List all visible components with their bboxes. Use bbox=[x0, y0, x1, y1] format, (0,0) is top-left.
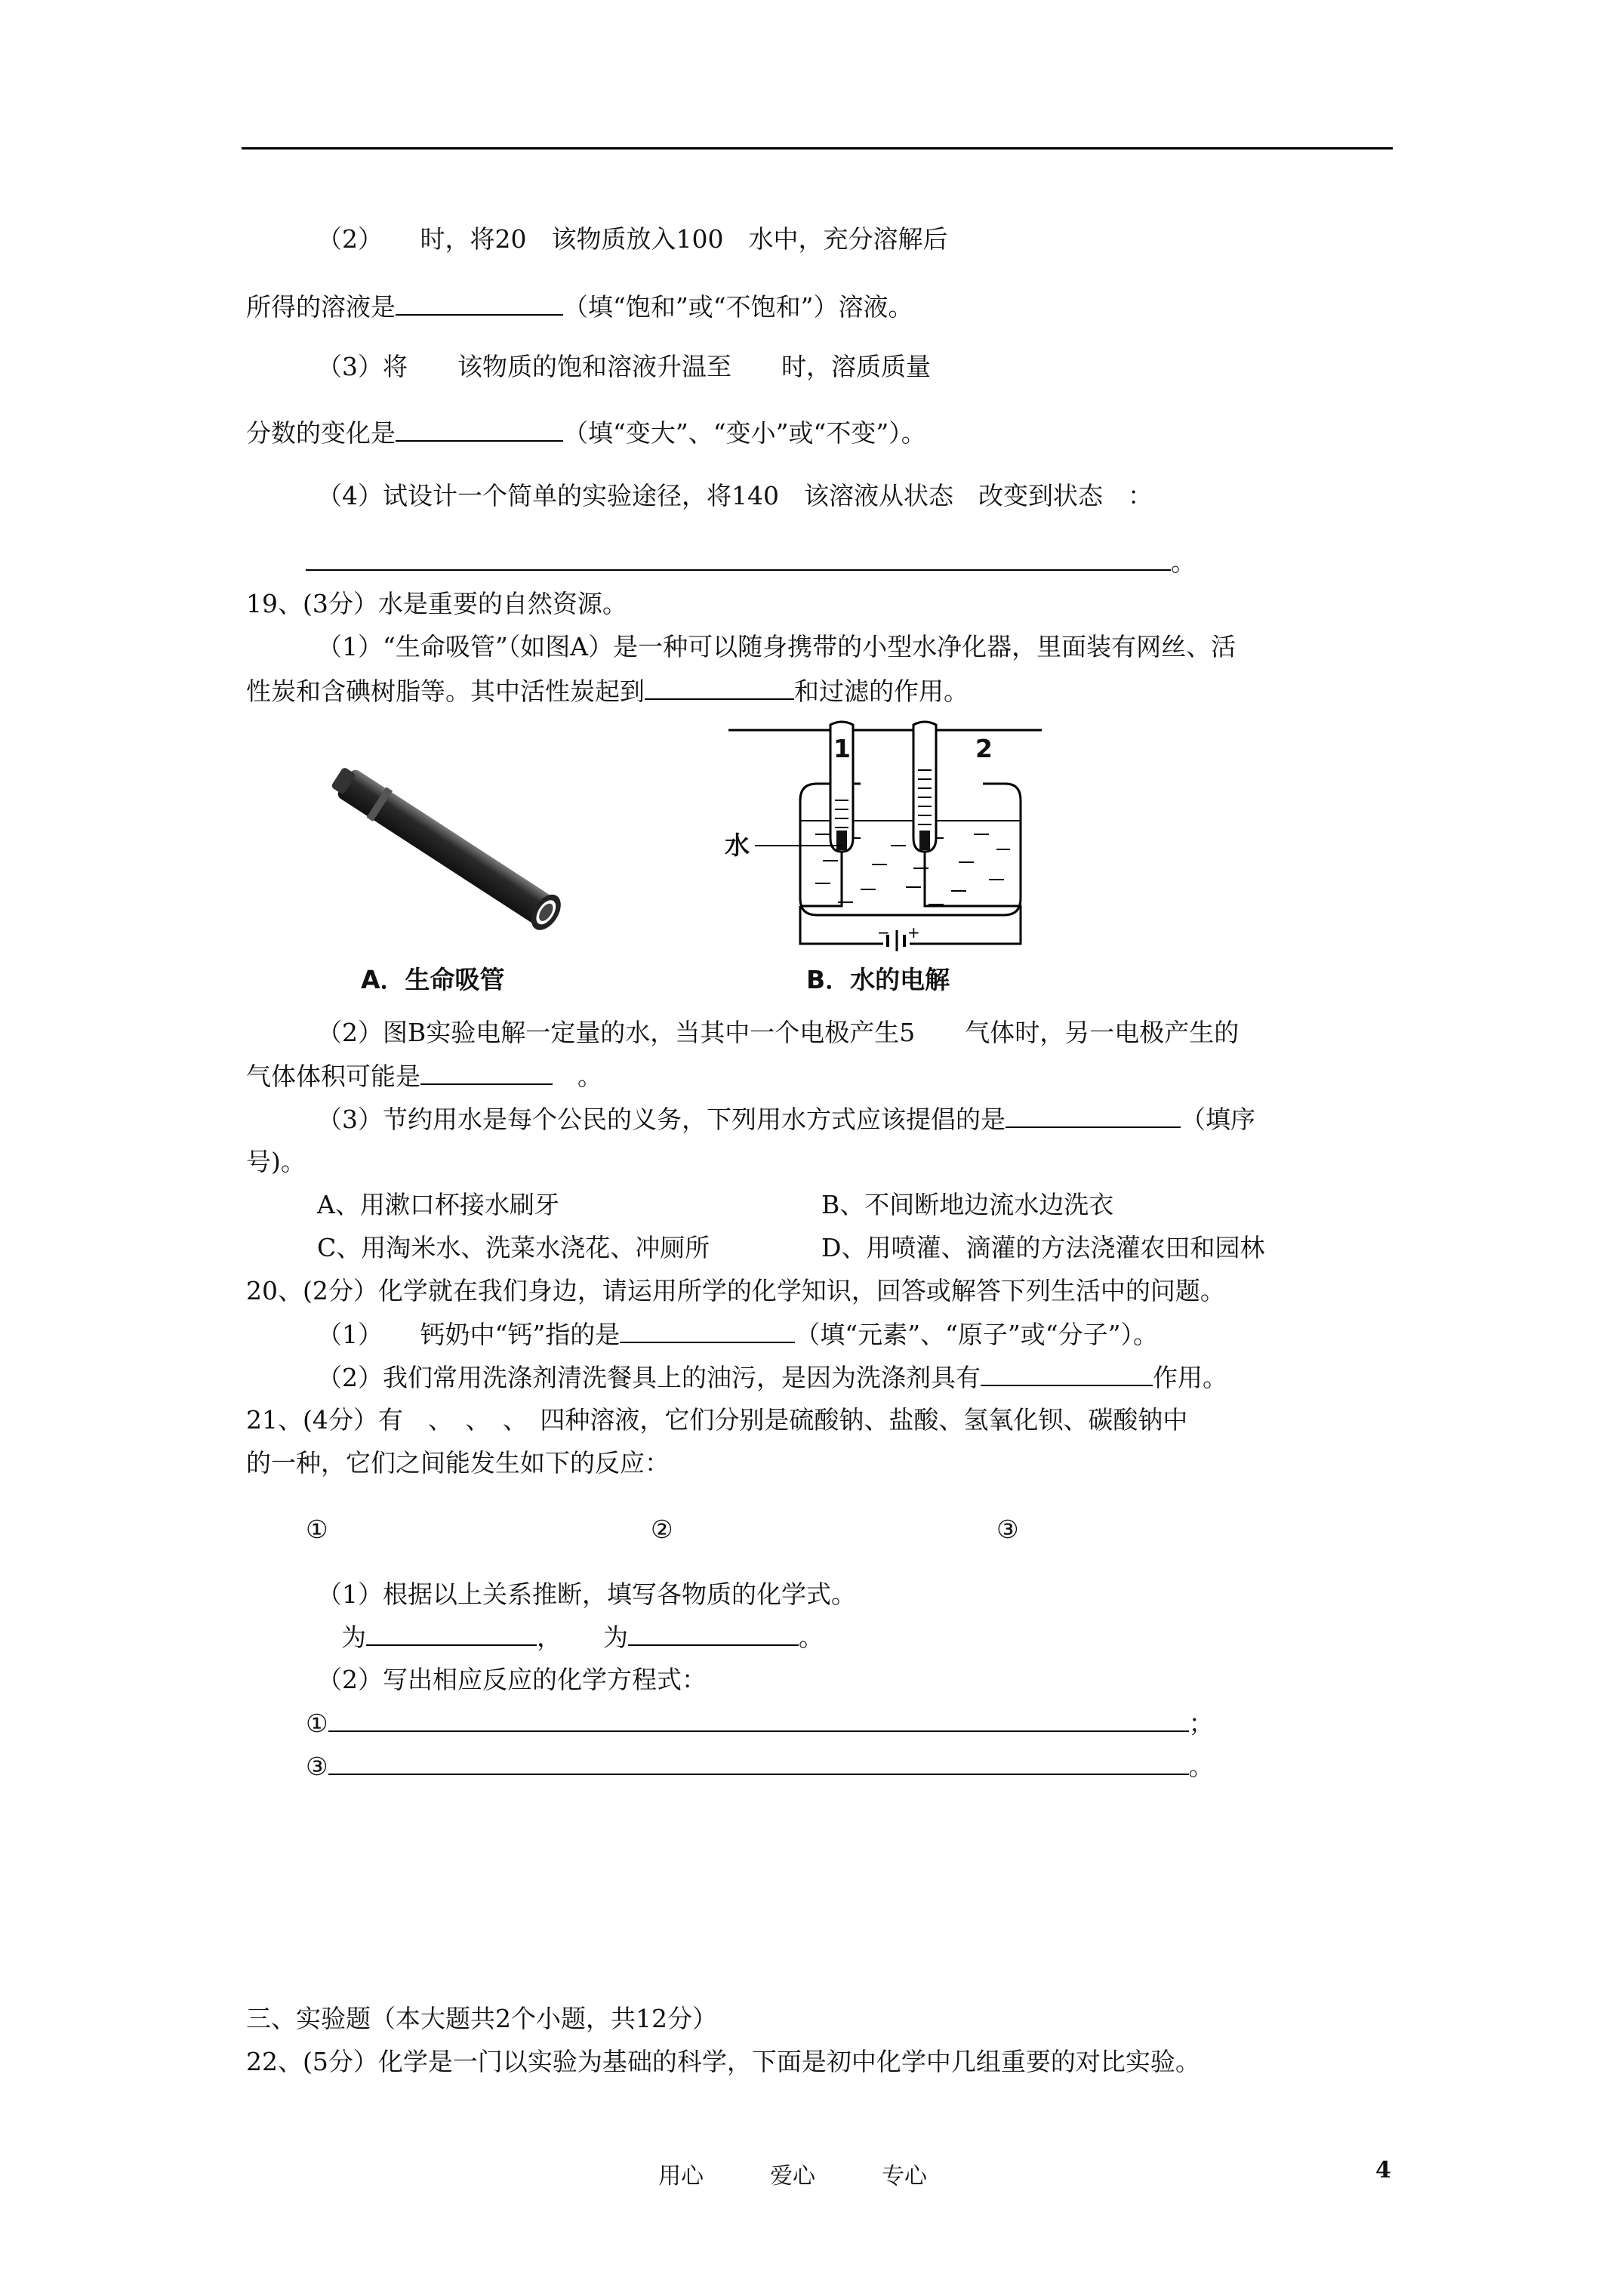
answer-blank[interactable] bbox=[981, 1362, 1153, 1386]
q18-part3-line2 bbox=[246, 418, 926, 448]
q20-part2-text-b: 作用。 bbox=[1153, 1363, 1227, 1392]
q18-part2-line1: （2） 时，将20 该物质放入100 水中，充分溶解后 bbox=[317, 224, 948, 254]
answer-blank[interactable] bbox=[645, 676, 794, 700]
q19-part3-text-a: （3）节约用水是每个公民的义务，下列用水方式应该提倡的是 bbox=[317, 1105, 1006, 1134]
answer-blank[interactable] bbox=[328, 1751, 1189, 1775]
q19-title: 19、(3分）水是重要的自然资源。 bbox=[246, 589, 627, 618]
q22-title: 22、(5分）化学是一门以实验为基础的科学，下面是初中化学中几组重要的对比实验。 bbox=[246, 2047, 1200, 2076]
q20-title: 20、(2分）化学就在我们身边，请运用所学的化学知识，回答或解答下列生活中的问题。 bbox=[246, 1276, 1225, 1305]
figure-b-electrolysis bbox=[710, 717, 1057, 951]
answer-blank[interactable] bbox=[628, 1622, 799, 1646]
q21-title-line2: 的一种，它们之间能发生如下的反应： bbox=[246, 1448, 670, 1478]
section3-title: 三、实验题（本大题共2个小题，共12分） bbox=[246, 2004, 717, 2033]
q21-equation-1 bbox=[306, 1708, 1214, 1739]
q19-part1-text-a: 性炭和含碘树脂等。其中活性炭起到 bbox=[246, 676, 645, 706]
q21-eq3-mark: ③ bbox=[306, 1752, 328, 1781]
q19-part3-text-b: （填序 bbox=[1181, 1105, 1255, 1134]
answer-blank[interactable] bbox=[420, 1061, 553, 1085]
figure-b-label-1: 1 bbox=[833, 734, 851, 763]
q18-part3-line1: （3）将 该物质的饱和溶液升温至 时，溶质质量 bbox=[317, 352, 931, 381]
q21-reaction-3: ③ bbox=[996, 1515, 1019, 1544]
q21-equation-3 bbox=[306, 1751, 1214, 1782]
q20-part1 bbox=[317, 1319, 1158, 1350]
q19-part1-line2 bbox=[246, 676, 969, 707]
q19-part3-line2: 号)。 bbox=[246, 1147, 306, 1176]
q18-part2-line2 bbox=[246, 291, 913, 322]
q21-fill-b-label: 为 bbox=[603, 1623, 628, 1652]
q19-part1-line1: （1）“生命吸管”（如图A）是一种可以随身携带的小型水净化器，里面装有网丝、活 bbox=[317, 632, 1236, 661]
figure-a-caption: A．生命吸管 bbox=[361, 965, 505, 994]
figure-b-label-water: 水 bbox=[725, 831, 750, 860]
svg-text:+: + bbox=[907, 923, 920, 942]
q21-fill-end: 。 bbox=[799, 1623, 824, 1652]
answer-blank[interactable] bbox=[396, 291, 563, 316]
q21-part1-fill bbox=[341, 1622, 824, 1653]
q21-fill-comma: ， bbox=[537, 1623, 562, 1652]
header-rule bbox=[242, 147, 1393, 149]
answer-blank[interactable] bbox=[366, 1622, 537, 1646]
q21-fill-a-label: 为 bbox=[341, 1623, 366, 1652]
q18-part2-text-b: （填“饱和”或“不饱和”）溶液。 bbox=[563, 292, 913, 322]
footer-motto-3: 专心 bbox=[882, 2163, 927, 2190]
q20-part1-text-a: （1） 钙奶中“钙”指的是 bbox=[317, 1320, 621, 1349]
q21-part2: （2）写出相应反应的化学方程式： bbox=[317, 1665, 707, 1694]
q21-eq1-mark: ① bbox=[306, 1709, 328, 1738]
q19-part2-text-a: 气体体积可能是 bbox=[246, 1062, 420, 1091]
figure-b-label-2: 2 bbox=[975, 734, 993, 763]
answer-blank[interactable] bbox=[328, 1708, 1189, 1732]
q20-part2 bbox=[317, 1362, 1227, 1393]
answer-blank[interactable] bbox=[1006, 1104, 1181, 1128]
q19-part2-line2 bbox=[246, 1061, 602, 1092]
q21-reaction-1: ① bbox=[306, 1515, 328, 1544]
answer-blank[interactable] bbox=[396, 418, 563, 442]
q19-part2-line1: （2）图B实验电解一定量的水，当其中一个电极产生5 气体时，另一电极产生的 bbox=[317, 1018, 1240, 1047]
q21-reaction-2: ② bbox=[651, 1515, 673, 1544]
footer-motto-1: 用心 bbox=[658, 2163, 704, 2190]
answer-blank[interactable] bbox=[620, 1319, 795, 1343]
q18-part4-line2 bbox=[306, 547, 1196, 578]
svg-text:−: − bbox=[877, 923, 890, 942]
figure-b-caption: B．水的电解 bbox=[806, 965, 950, 994]
q19-option-d: D、用喷灌、滴灌的方法浇灌农田和园林 bbox=[821, 1233, 1265, 1262]
q20-part2-text-a: （2）我们常用洗涤剂清洗餐具上的油污，是因为洗涤剂具有 bbox=[317, 1363, 981, 1392]
q21-title: 21、(4分）有 、 、 、 四种溶液，它们分别是硫酸钠、盐酸、氢氧化钡、碳酸钠中 bbox=[246, 1405, 1188, 1435]
q19-option-b: B、不间断地边流水边洗衣 bbox=[821, 1190, 1114, 1219]
footer-motto-2: 爱心 bbox=[770, 2163, 815, 2190]
q18-part2-text-a: 所得的溶液是 bbox=[246, 292, 396, 322]
q19-option-c: C、用淘米水、洗菜水浇花、冲厕所 bbox=[317, 1233, 710, 1262]
figure-a-life-straw bbox=[310, 759, 589, 940]
q18-part4-end: 。 bbox=[1171, 547, 1196, 577]
q21-eq1-end: ； bbox=[1188, 1709, 1214, 1738]
q18-part3-text-b: （填“变大”、“变小”或“不变”）。 bbox=[563, 418, 926, 448]
q21-eq3-end: 。 bbox=[1188, 1752, 1214, 1781]
answer-blank[interactable] bbox=[306, 547, 1171, 571]
q18-part4-line1: （4）试设计一个简单的实验途径，将140 该溶液从状态 改变到状态 ： bbox=[317, 481, 1153, 510]
page-number: 4 bbox=[1375, 2157, 1391, 2184]
q19-part1-text-b: 和过滤的作用。 bbox=[794, 676, 969, 706]
q19-option-a: A、用漱口杯接水刷牙 bbox=[317, 1190, 559, 1219]
q19-part3-line1 bbox=[317, 1104, 1255, 1135]
q18-part3-text-a: 分数的变化是 bbox=[246, 418, 396, 448]
q21-part1: （1）根据以上关系推断，填写各物质的化学式。 bbox=[317, 1579, 856, 1609]
q20-part1-text-b: （填“元素”、“原子”或“分子”）。 bbox=[795, 1320, 1158, 1349]
q19-part2-text-b: 。 bbox=[553, 1062, 602, 1091]
